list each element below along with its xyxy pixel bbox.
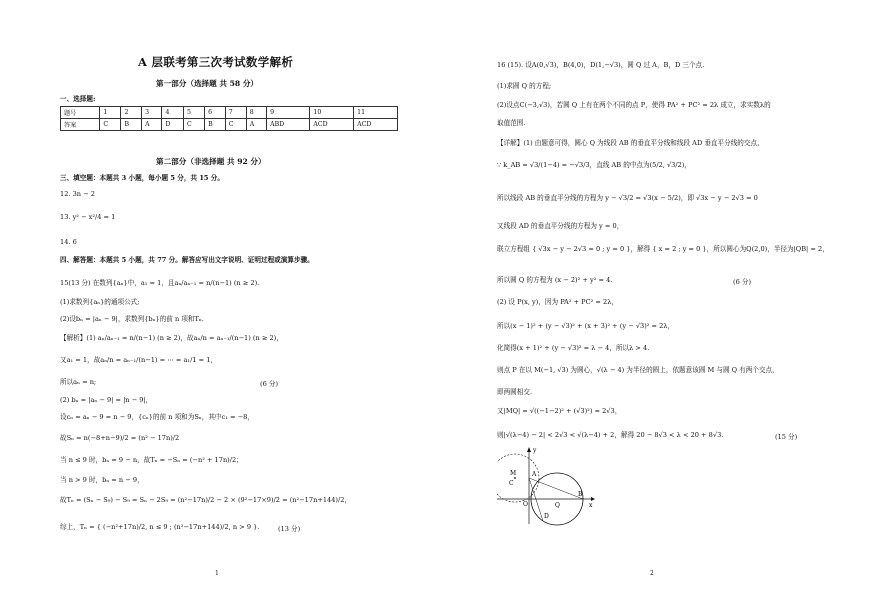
- solution-line: 又a₁ = 1，故aₙ/n = aₙ₋₁/(n−1) = ⋯ = a₁/1 = 1，: [60, 356, 218, 364]
- answer-14: 14. 6: [60, 238, 77, 246]
- y-axis-arrow: [527, 447, 531, 452]
- problem-15-statement: 15(13 分) 在数列{aₙ}中，a₁ = 1，且aₙ/aₙ₋₁ = n/(n−1) (n ≥ 2).: [60, 279, 260, 287]
- table-cell: C: [184, 119, 205, 131]
- section-3-heading: 三、填空题：本题共 3 小题，每小题 5 分，共 15 分。: [60, 174, 224, 182]
- score-tag: (13 分): [278, 525, 301, 533]
- table-cell: ACD: [354, 119, 398, 131]
- answer-12: 12. 3n − 2: [60, 190, 95, 198]
- solution-line: 化简得(x + 1)² + (y − √3)² = λ − 4，所以λ > 4.: [497, 344, 650, 352]
- segment-ab: [529, 478, 583, 499]
- score-tag: (6 分): [733, 278, 752, 286]
- table-cell: B: [205, 119, 226, 131]
- page-1: [60, 0, 398, 615]
- label-c: C: [509, 480, 514, 487]
- label-m: M: [510, 470, 517, 477]
- solution-line: 故Tₙ = (Sₙ − S₉) − S₉ = Sₙ − 2S₉ = (n²−17n)/2 − 2 × (9²−17×9)/2 = (n²−17n+144)/2，: [60, 496, 352, 504]
- solution-line: (2) 设 P(x, y)，因为 PA² + PC² = 2λ，: [497, 298, 618, 306]
- solution-line: 则|√(λ−4) − 2| < 2√3 < √(λ−4) + 2，解得 20 − 8√3 < λ < 20 + 8√3.: [497, 431, 724, 439]
- answer-table: [60, 106, 398, 131]
- section-1-heading: 一、选择题:: [60, 95, 96, 103]
- solution-line: 【详解】(1) 由题意可得，圆心 Q 为线段 AB 的垂直平分线和线段 AD 垂直平分线的交点，: [497, 139, 764, 147]
- problem-16-question-2-cont: 取值范围.: [497, 119, 526, 127]
- table-cell: 5: [184, 107, 205, 119]
- score-tag: (15 分): [775, 433, 798, 441]
- label-d: D: [544, 513, 549, 520]
- table-cell: C: [100, 119, 121, 131]
- solution-line: 所以aₙ = n;: [60, 378, 97, 386]
- table-cell: 题号: [61, 107, 100, 119]
- table-cell: B: [121, 119, 142, 131]
- problem-16-question-1: (1)求圆 Q 的方程;: [497, 82, 552, 90]
- problem-15-question-1: (1)求数列{aₙ}的通项公式;: [60, 298, 140, 306]
- solution-line: 即两圆相交.: [497, 388, 533, 396]
- table-row-header: [61, 107, 398, 119]
- table-cell: A: [246, 119, 266, 131]
- problem-16-statement: 16 (15). 设A(0,√3)，B(4,0)，D(1,−√3)，圆 Q 过 A，B，D 三个点.: [497, 61, 705, 69]
- label-b: B: [578, 491, 583, 498]
- solution-line: 当 n ≤ 9 时，bₙ = 9 − n，故Tₙ = −Sₙ = (−n² + 17n)/2；: [60, 456, 243, 464]
- answer-13: 13. y² − x²/4 = 1: [60, 213, 116, 221]
- table-cell: A: [142, 119, 162, 131]
- table-cell: 1: [100, 107, 121, 119]
- part-1-heading: 第一部分（选择题 共 58 分）: [156, 79, 259, 88]
- x-axis-arrow: [591, 497, 595, 501]
- page-number: 2: [650, 570, 654, 577]
- label-a: A: [532, 471, 537, 478]
- table-cell: 7: [225, 107, 246, 119]
- solution-line: 所以圆 Q 的方程为 (x − 2)² + y² = 4.: [497, 276, 613, 284]
- solution-line: 所以线段 AB 的垂直平分线的方程为 y − √3/2 = √3(x − 5/2)，即 √3x − y − 2√3 = 0: [497, 194, 758, 202]
- solution-line: 综上，Tₙ = { (−n²+17n)/2, n ≤ 9 ; (n²−17n+144)/2, n > 9 }.: [60, 523, 260, 531]
- table-cell: D: [162, 119, 184, 131]
- label-q: Q: [555, 502, 560, 509]
- solution-line: 设cₙ = aₙ − 9 = n − 9，{cₙ}的前 n 项和为Sₙ，其中c₁ = −8，: [60, 413, 254, 421]
- table-cell: 10: [310, 107, 354, 119]
- section-4-heading: 四、解答题：本题共 5 小题，共 77 分。解答应写出文字说明、证明过程或演算步骤。: [60, 256, 314, 264]
- table-cell: 6: [205, 107, 226, 119]
- solution-line: 联立方程组 { √3x − y − 2√3 = 0 ; y = 0 }，解得 { x = 2 ; y = 0 }，所以圆心为Q(2,0)，半径为|QB| = 2，: [497, 245, 829, 253]
- table-cell: ABD: [267, 119, 310, 131]
- solution-line: ∵ k_AB = √3/(1−4) = −√3/3，直线 AB 的中点为(5/2, √3/2)，: [497, 161, 691, 169]
- table-cell: 4: [162, 107, 184, 119]
- circle-m: [497, 454, 539, 502]
- table-cell: 答案: [61, 119, 100, 131]
- x-axis-label: x: [589, 502, 593, 509]
- part-2-heading: 第二部分（非选择题 共 92 分）: [156, 157, 266, 166]
- table-cell: 9: [267, 107, 310, 119]
- problem-16-question-2: (2)设点C(−3,√3)，若圆 Q 上有在两个不同的点 P，使得 PA² + PC² = 2λ 成立，求实数λ的: [497, 101, 771, 109]
- solution-line: 又线段 AD 的垂直平分线的方程为 y = 0，: [497, 222, 624, 230]
- score-tag: (6 分): [260, 380, 279, 388]
- solution-line: 故Sₙ = n(−8+n−9)/2 = (n² − 17n)/2: [60, 434, 180, 442]
- table-cell: 3: [142, 107, 162, 119]
- table-cell: ACD: [310, 119, 354, 131]
- problem-15-question-2: (2)设bₙ = |aₙ − 9|，求数列{bₙ}的前 n 项和Tₙ.: [60, 315, 204, 323]
- solution-line: (2) bₙ = |aₙ − 9| = |n − 9|，: [60, 396, 153, 404]
- solution-line: 又|MQ| = √((−1−2)² + (√3)²) = 2√3，: [497, 407, 622, 415]
- solution-line: 【解析】(1) aₙ/aₙ₋₁ = n/(n−1) (n ≥ 2)，故aₙ/n = aₙ₋₁/(n−1) (n ≥ 2)，: [60, 334, 283, 342]
- y-axis-label: y: [533, 447, 537, 454]
- page-2: [497, 0, 829, 615]
- table-cell: C: [225, 119, 246, 131]
- geometry-figure: [497, 446, 597, 526]
- solution-line: 所以(x − 1)² + (y − √3)² + (x + 3)² + (y − √3)² = 2λ，: [497, 322, 675, 330]
- table-cell: 8: [246, 107, 266, 119]
- solution-line: 则点 P 在以 M(−1, √3) 为圆心，√(λ − 4) 为半径的圆上，依题意该圆 M 与圆 Q 有两个交点，: [497, 366, 779, 374]
- table-cell: 11: [354, 107, 398, 119]
- point-m: [514, 477, 516, 479]
- label-o: O: [523, 501, 528, 508]
- table-cell: 2: [121, 107, 142, 119]
- document-title: A 层联考第三次考试数学解析: [138, 55, 294, 69]
- solution-line: 当 n > 9 时，bₙ = n − 9，: [60, 476, 144, 484]
- page-number: 1: [215, 570, 219, 577]
- table-row-answers: [61, 119, 398, 131]
